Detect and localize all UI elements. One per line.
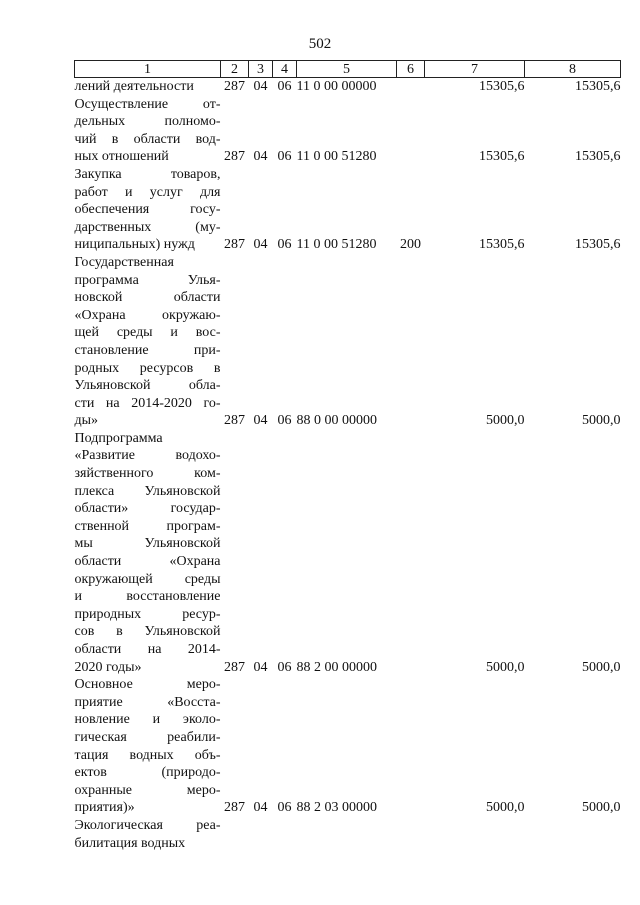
description-line: «Охрана окружаю- bbox=[74, 307, 221, 323]
table-row bbox=[75, 430, 621, 676]
description-line: окружающей среды bbox=[74, 571, 221, 587]
description-line: дарственных (му- bbox=[74, 219, 221, 235]
cell-description bbox=[75, 430, 221, 676]
column-header-6: 6 bbox=[397, 61, 425, 78]
description-line: плекса Ульяновской bbox=[74, 483, 221, 499]
description-line: сти на 2014-2020 го- bbox=[74, 395, 221, 411]
cell-expense-type bbox=[397, 78, 425, 96]
description-line: родных ресурсов в bbox=[74, 360, 221, 376]
cell-amount-col7 bbox=[425, 817, 525, 852]
description-line: 2020 годы» bbox=[74, 659, 142, 675]
cell-expense-type bbox=[397, 676, 425, 817]
cell-chapter: 287 bbox=[224, 800, 245, 816]
table-body bbox=[75, 78, 621, 853]
cell-description bbox=[75, 96, 221, 166]
cell-chapter: 287 bbox=[224, 659, 245, 675]
cell-target-article: 88 2 00 00000 bbox=[296, 659, 377, 675]
description-line: новление и эколо- bbox=[74, 712, 221, 728]
description-line: Подпрограмма bbox=[74, 430, 163, 446]
description-line: работ и услуг для bbox=[74, 184, 221, 200]
cell-target-article: 11 0 00 51280 bbox=[296, 237, 377, 253]
cell-chapter: 287 bbox=[224, 237, 245, 253]
cell-section: 04 bbox=[253, 413, 268, 429]
cell-target-article: 11 0 00 00000 bbox=[296, 79, 377, 94]
cell-expense-type: 200 bbox=[400, 237, 421, 253]
description-line: сов в Ульяновской bbox=[74, 624, 221, 640]
description-line: ниципальных) нужд bbox=[74, 237, 195, 253]
cell-section: 04 bbox=[253, 659, 268, 675]
cell-expense-type bbox=[397, 430, 425, 676]
table-row bbox=[75, 78, 621, 96]
description-line: зяйственного ком- bbox=[74, 466, 221, 482]
cell-amount-col8: 15305,6 bbox=[575, 149, 621, 165]
description-line: дельных полномо- bbox=[74, 114, 221, 130]
description-line: Осуществление от- bbox=[74, 96, 221, 112]
column-number-header bbox=[75, 61, 621, 78]
cell-description bbox=[75, 166, 221, 254]
cell-chapter: 287 bbox=[224, 413, 245, 429]
table-row bbox=[75, 166, 621, 254]
cell-section: 04 bbox=[253, 237, 268, 253]
description-line: становление при- bbox=[74, 342, 221, 358]
cell-expense-type bbox=[397, 254, 425, 430]
cell-amount-col7: 15305,6 bbox=[479, 79, 525, 94]
description-line: Закупка товаров, bbox=[74, 166, 221, 182]
cell-subsection: 06 bbox=[277, 149, 292, 165]
cell-subsection: 06 bbox=[277, 79, 292, 94]
description-line: ственной програм- bbox=[74, 518, 221, 534]
table-row bbox=[75, 817, 621, 852]
cell-section: 04 bbox=[253, 800, 268, 816]
cell-description bbox=[75, 254, 221, 430]
cell-amount-col7: 15305,6 bbox=[479, 237, 525, 253]
table-row bbox=[75, 254, 621, 430]
description-line: приятие «Восста- bbox=[74, 694, 221, 710]
cell-amount-col7: 5000,0 bbox=[486, 659, 525, 675]
cell-amount-col7: 5000,0 bbox=[486, 800, 525, 816]
budget-table bbox=[74, 60, 621, 852]
description-line: Экологическая реа- bbox=[74, 817, 221, 833]
cell-expense-type bbox=[397, 817, 425, 852]
description-line: и восстановление bbox=[74, 589, 221, 605]
cell-description bbox=[75, 78, 221, 96]
cell-subsection: 06 bbox=[277, 237, 292, 253]
cell-target-article: 11 0 00 51280 bbox=[296, 149, 377, 165]
description-line: ных отношений bbox=[74, 149, 169, 165]
cell-amount-col7: 15305,6 bbox=[479, 149, 525, 165]
column-header-2: 2 bbox=[221, 61, 249, 78]
cell-subsection: 06 bbox=[277, 659, 292, 675]
cell-section: 04 bbox=[253, 149, 268, 165]
cell-chapter: 287 bbox=[224, 79, 245, 94]
cell-target-article: 88 0 00 00000 bbox=[296, 413, 377, 429]
description-line: ды» bbox=[74, 413, 99, 429]
description-line: обеспечения госу- bbox=[74, 202, 221, 218]
description-line: Основное меро- bbox=[74, 677, 221, 693]
column-header-5: 5 bbox=[297, 61, 397, 78]
page-number: 502 bbox=[308, 36, 332, 52]
table-row bbox=[75, 96, 621, 166]
cell-expense-type bbox=[397, 96, 425, 166]
cell-subsection: 06 bbox=[277, 800, 292, 816]
cell-amount-col8: 5000,0 bbox=[582, 413, 621, 429]
column-header-4: 4 bbox=[273, 61, 297, 78]
column-header-7: 7 bbox=[425, 61, 525, 78]
cell-description bbox=[75, 817, 221, 852]
description-line: Ульяновской обла- bbox=[74, 378, 221, 394]
description-line: тация водных объ- bbox=[74, 747, 221, 763]
description-line: области на 2014- bbox=[74, 642, 221, 657]
description-line: природных ресур- bbox=[74, 606, 221, 622]
description-line: щей среды и вос- bbox=[74, 325, 221, 341]
column-header-3: 3 bbox=[249, 61, 273, 78]
cell-chapter: 287 bbox=[224, 149, 245, 165]
column-header-8: 8 bbox=[525, 61, 621, 78]
cell-amount-col8: 15305,6 bbox=[575, 79, 621, 94]
cell-subsection bbox=[273, 817, 297, 852]
cell-amount-col8: 5000,0 bbox=[582, 659, 621, 675]
cell-section: 04 bbox=[253, 79, 268, 94]
description-line: Государственная bbox=[74, 254, 174, 270]
cell-subsection: 06 bbox=[277, 413, 292, 429]
cell-target-article: 88 2 03 00000 bbox=[296, 800, 377, 816]
cell-amount-col8 bbox=[525, 817, 621, 852]
table-row bbox=[75, 676, 621, 817]
cell-section bbox=[249, 817, 273, 852]
description-line: охранные меро- bbox=[74, 782, 221, 798]
description-line: области» государ- bbox=[74, 501, 221, 517]
description-line: области «Охрана bbox=[74, 554, 221, 570]
description-line: лений деятельности bbox=[74, 79, 194, 94]
cell-amount-col8: 15305,6 bbox=[575, 237, 621, 253]
cell-chapter bbox=[221, 817, 249, 852]
description-line: новской области bbox=[74, 290, 221, 306]
cell-amount-col7: 5000,0 bbox=[486, 413, 525, 429]
cell-amount-col8: 5000,0 bbox=[582, 800, 621, 816]
cell-description bbox=[75, 676, 221, 817]
description-line: приятия)» bbox=[74, 800, 135, 816]
description-line: билитация водных bbox=[74, 835, 186, 851]
description-line: чий в области вод- bbox=[74, 131, 221, 147]
description-line: «Развитие водохо- bbox=[74, 448, 221, 464]
description-line: мы Ульяновской bbox=[74, 536, 221, 552]
column-header-1: 1 bbox=[75, 61, 221, 78]
cell-target-article bbox=[297, 817, 397, 852]
description-line: ектов (природо- bbox=[74, 765, 221, 781]
description-line: гическая реабили- bbox=[74, 729, 221, 745]
description-line: программа Улья- bbox=[74, 272, 221, 288]
